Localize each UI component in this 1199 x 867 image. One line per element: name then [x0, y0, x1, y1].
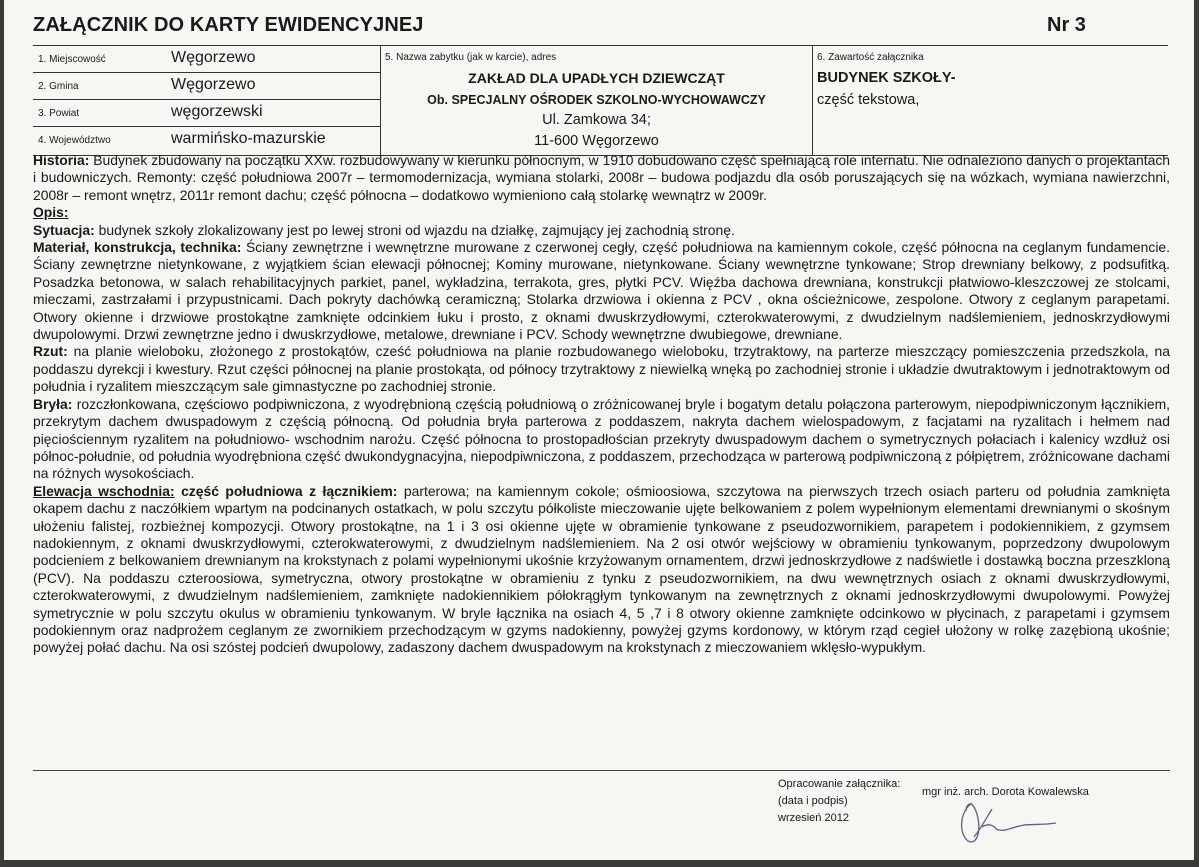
- contents-cell: [813, 46, 1168, 155]
- section-label: Materiał, konstrukcja, technika:: [33, 239, 242, 256]
- signature-icon: [952, 797, 1062, 847]
- prepared-date: wrzesień 2012: [778, 812, 849, 824]
- section-label: Elewacja wschodnia:: [33, 482, 175, 499]
- monument-name-cell: [381, 46, 813, 155]
- section-material: [33, 239, 1170, 343]
- monument-object: Ob. SPECJALNY OŚRODEK SZKOLNO-WYCHOWAWCZY: [427, 93, 766, 107]
- section-rzut: [33, 343, 1170, 395]
- section-heading: Opis:: [33, 204, 69, 221]
- section-bryla: [33, 396, 1170, 483]
- contents-title: BUDYNEK SZKOŁY-: [817, 70, 956, 86]
- date-sign-label: (data i podpis): [778, 795, 848, 807]
- section-opis: [33, 204, 1170, 221]
- field-label: 2. Gmina: [38, 81, 79, 92]
- header-table: [33, 45, 1168, 156]
- attachment-number: Nr 3: [1047, 14, 1086, 36]
- location-fields: [33, 46, 381, 155]
- section-text: Budynek zbudowany na początku XXw. rozbudowywany w kierunku północnym, w 1910 dobudowano część spełniającą role internatu. Nie odnaleziono danych o projektantach i budowniczych. Remonty: część południowa 2007r – termomodernizacja, wymiana stolarki, 2008r – budowa podjazdu dla osób poruszających się na wózkach, wymiana nawierzchni, 2008r – remont wnętrz, 2011r remont dachu; część północna – dodatkowo wymieniono całą stolarkę wewnątrz w 2009r.: [33, 152, 1170, 203]
- contents-label: 6. Zawartość załącznika: [817, 52, 924, 63]
- field-value: Węgorzewo: [171, 76, 256, 93]
- section-text: rozczłonkowana, częściowo podpiwniczona, z wyodrębnioną częścią południową o zróżnicowanej bryle i bogatym detalu połączona parterowym, niepodpiwniczonym łącznikiem, przekrytym dachem dwuspadowym z częścią północną. Od południa bryła parterowa z poddaszem, nakryta dachem wielospadowym, z facjatami na ryzalitach i hełmem nad pięciościennym ryzalitem na południowo- wschodnim narożu. Część północna to prostopadłościan przekryty dwuspadowym dachem o symetrycznych połaciach i kalenicy wzdłuż osi północ-południe, od południa wyodrębniona część dwukondygnacyjna, niepodpiwniczona, z poddaszem, przechodząca w parterową podpiwniczoną z półpiętrem, zróżnicowane dachami na różnych wysokościach.: [33, 395, 1170, 482]
- field-value: węgorzewski: [171, 103, 263, 120]
- footer-prepared: [778, 776, 900, 827]
- contents-subtitle: część tekstowa,: [817, 92, 920, 108]
- section-label: Bryła:: [33, 395, 73, 412]
- field-label: 3. Powiat: [38, 108, 80, 119]
- field-row: [33, 127, 380, 153]
- section-label: Historia:: [33, 152, 90, 168]
- field-row: [33, 73, 380, 100]
- field-row: [33, 46, 380, 73]
- section-text: Ściany zewnętrzne i wewnętrzne murowane z czerwonej cegły, część południowa na kamiennym cokole, część północna na ceglanym fundamencie. Ściany zewnętrzne nietynkowane, z wyjątkiem ścian elewacji północnej; Kominy murowane, nietynkowane. Ściany wewnętrzne tynkowane; Strop drewniany belkowy, z podsufitką. Posadzka betonowa, w salach rehabilitacyjnych parkiet, panel, wykładzina, terrakota, gres, płytki PCV. Więźba dachowa drewniana, konstrukcji płatwiowo-kleszczowej ze stolcami, mieczami, zastrzałami i przypustnicami. Dach pokryty dachówką ceramiczną; Stolarka drzwiowa i okienna z PCV , okna ościeżnicowe, zespolone. Otwory z ceglanym parapetami. Otwory okienne i drzwiowe prostokątne zamknięte odcinkiem łuku i prosto, z oknami dwuskrzydłowymi, czterokwaterowymi, z dwudzielnym nadślemieniem, jednoskrzydłowymi dwupolowymi. Drzwi zewnętrzne jedno i dwuskrzydłowe, metalowe, drewniane i PCV. Schody wewnętrzne dwubiegowe, drewniane.: [33, 239, 1170, 343]
- section-sublabel: część południowa z łącznikiem:: [174, 482, 398, 499]
- monument-name: ZAKŁAD DLA UPADŁYCH DZIEWCZĄT: [468, 70, 725, 86]
- monument-city: 11-600 Węgorzewo: [534, 133, 659, 149]
- section-text: na planie wieloboku, złożonego z prostokątów, cześć południowa na planie rozbudowanego wieloboku, trzytraktowy, na parterze mieszczący pomieszczenia przedszkola, na poddaszu dyrekcji i kwestury. Rzut części północnej na planie prostokąta, od północy trzytraktowy z niewielką wnęką po zachodniej stronie i układzie dwutraktowym i jednotraktowym od południa i ryzalitem mieszczącym sale gimnastyczne po zachodniej stronie.: [33, 343, 1170, 395]
- section-label: Rzut:: [33, 343, 68, 360]
- field-value: warmińsko-mazurskie: [171, 130, 326, 147]
- section-historia: [33, 152, 1170, 204]
- section-text: budynek szkoły zlokalizowany jest po lewej stroni od wjazdu na działkę, zajmujący jej zachodnią stronę.: [94, 221, 735, 238]
- footer-divider: [33, 770, 1170, 771]
- prepared-label: Opracowanie załącznika:: [778, 778, 901, 790]
- section-label: Sytuacja:: [33, 221, 95, 238]
- field-row: [33, 100, 380, 127]
- field-label: 1. Miejscowość: [38, 54, 106, 65]
- description-body: [33, 152, 1170, 657]
- section-text: parterowa; na kamiennym cokole; ośmioosiowa, szczytowa na pierwszych trzech osiach parteru od południa zamknięta okapem dachu z naczółkiem wpartym na podcinanych ostatkach, w polu szczytu półkoliste mieczowanie ujęte belkowaniem z polem wypełnionym elementami drewnianymi o skośnym ułożeniu falistej, rozbieżnej kompozycji. Otwory prostokątne, na 1 i 3 osi okienne ujęte w obramienie tynkowane z pseudozwornikiem, parapetem i podokiennikiem, z gzymsem nadokiennym, z oknami dwuskrzydłowymi, czterokwaterowymi, z dwudzielnym nadślemieniem. Na 2 osi otwór wejściowy w obramieniu tynkowanym, poprzedzony dwupolowym podcieniem z belkowaniem drewnianym na krokstynach z polami wypełnionymi ukośnie krzyżowanym ornamentem, drzwi jednoskrzydłowe z nadświetle i dostawką boczna przeszkloną (PCV). Na poddaszu czteroosiowa, symetryczna, otwory prostokątne w obramieniu z tynku z pseudozwornikiem, na dwu wewnętrznych osiach z oknami dwuskrzydłowymi, czterokwaterowymi, z dwudzielnym nadślemieniem, zamknięte nadokiennikiem półokrągłym tynkowanym na zewnętrznych z oknami jednoskrzydłowymi dwupolowymi. Powyżej symetrycznie w polu szczytu okulus w obramieniu tynkowanym. W bryle łącznika na osiach 4, 5 ,7 i 8 otwory okienne zamknięte odcinkowo w płycinach, z parapetami i gzymsem podokiennym oraz nadprożem ceglanym ze zwornikiem przechodzącym w gzyms nadokienny, powyżej gzyms kordonowy, w którym rząd cegieł ułożony w rolkę zazębioną ukośnie; powyżej połać dachu. Na osi szóstej podcień dwupolowy, zadaszony dachem dwuspadowym na krokstynach z mieczowaniem wklęsło-wypukłym.: [33, 482, 1170, 656]
- section-elewacja: [33, 483, 1170, 657]
- document-page: [4, 0, 1194, 860]
- monument-label: 5. Nazwa zabytku (jak w karcie), adres: [385, 52, 557, 63]
- field-label: 4. Województwo: [38, 135, 111, 146]
- document-title: ZAŁĄCZNIK DO KARTY EWIDENCYJNEJ: [33, 14, 424, 36]
- field-value: Węgorzewo: [171, 49, 256, 66]
- monument-street: Ul. Zamkowa 34;: [542, 112, 651, 128]
- section-sytuacja: [33, 222, 1170, 239]
- author-name: mgr inż. arch. Dorota Kowalewska: [922, 786, 1089, 798]
